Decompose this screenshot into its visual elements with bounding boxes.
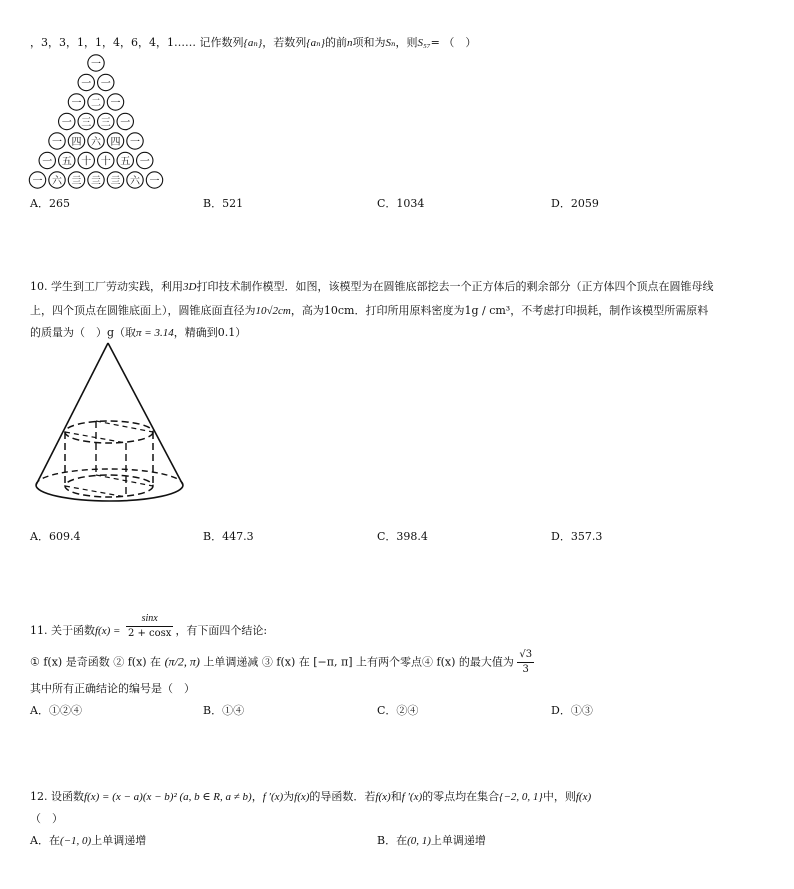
q11-max-fraction [517,648,534,677]
svg-text:十: 十 [81,156,92,168]
triangle-cell [88,172,104,188]
svg-text:四: 四 [71,136,82,148]
svg-text:五: 五 [61,156,72,168]
q9-stem-end: = （ ） [430,36,477,49]
triangle-cell [49,172,65,188]
q11-option-a[interactable] [30,702,82,718]
q10-option-a-text: 609.4 [48,530,81,543]
svg-text:一: 一 [32,175,43,187]
q10-line2-c: ．打印所用原料密度为 [354,304,465,317]
svg-text:亖: 亖 [110,175,121,187]
q10-option-c[interactable] [377,528,428,544]
q10-line3 [30,324,246,340]
q11-conclusion-1-2: ① f(x) 是奇函数 ② f(x) 在 [30,655,162,669]
q10-option-d[interactable] [551,528,602,544]
q9-option-d[interactable] [551,195,599,211]
q11-conclusion-2-4: 上单调递减 ③ f(x) 在 [−π, π] 上有两个零点④ f(x) 的最大值为 [203,655,514,669]
inner-top-ellipse [65,421,153,443]
q10-option-c-text: 398.4 [396,530,428,543]
q9-seq-a2: {aₙ} [306,37,326,49]
q10-diameter: 10√2cm [255,305,291,317]
q11-interval: (π/2, π) [164,654,200,669]
q11-line2 [30,648,534,677]
q10-option-d-letter: D． [551,530,571,543]
q12-option-b[interactable] [377,832,486,848]
q12-line1-b: ， [251,790,263,803]
q12-line2: （ ） [30,812,63,825]
triangle-cell [137,152,153,168]
q9-option-a[interactable] [30,195,70,211]
q10-line2-d: ，不考虑打印损耗，制作该模型所需原料 [510,304,709,317]
q12-option-a-tail: 上单调递增 [91,834,147,847]
svg-text:亖: 亖 [71,175,82,187]
q10-option-a-letter: A． [30,530,49,543]
q11-option-c[interactable] [377,702,418,718]
q11-line1-b: ，有下面四个结论: [175,623,268,637]
q12-option-a[interactable] [30,832,146,848]
q11-option-d[interactable] [551,702,593,718]
cube-bottom-2 [96,475,153,486]
triangle-cell [59,113,75,129]
svg-text:五: 五 [120,156,131,168]
triangle-cell [49,133,65,149]
triangle-cell [78,74,94,90]
q11-option-b-text: ①④ [222,704,245,717]
svg-text:一: 一 [130,136,140,148]
q9-option-c-text: 1034 [396,197,425,210]
q9-option-d-text: 2059 [570,197,599,210]
q10-option-b-letter: B． [203,530,223,543]
svg-text:三: 三 [81,117,92,129]
q11-option-d-text: ①③ [570,704,593,717]
svg-text:六: 六 [52,175,62,187]
q11-line3: 其中所有正确结论的编号是（ ） [30,682,195,695]
q9-option-a-letter: A． [30,197,49,210]
triangle-cell [98,113,114,129]
triangle-cell [29,172,45,188]
q11-option-b-letter: B． [203,704,223,717]
triangle-cell [88,55,104,71]
q9-option-c-letter: C． [377,197,397,210]
q10-line1-a: 10. 学生到工厂劳动实践，利用 [30,280,183,293]
q11-fx: f(x) = [95,624,121,637]
q9-option-a-text: 265 [48,197,70,210]
triangle-cell [68,172,84,188]
q10-pi: π = 3.14 [136,327,174,339]
q10-line2 [30,302,708,318]
q9-stem-mid4: ，则 [395,36,418,49]
q9-option-b[interactable] [203,195,243,211]
q12-fx-def: f(x) = (x − a)(x − b)² (a, b ∈ R, a ≠ b) [84,791,252,803]
q10-line3-a: 的质量为（ ）g（取 [30,326,137,339]
q10-option-a[interactable] [30,528,80,544]
q12-option-a-letter: A．在 [30,834,60,847]
q9-option-b-letter: B． [203,197,223,210]
triangle-cell [127,172,143,188]
triangle-cell [68,94,84,110]
svg-text:一: 一 [110,97,121,109]
svg-text:三: 三 [100,117,111,129]
q12-fx-2: f(x) [294,791,310,803]
q12-line1-d: 的导函数．若 [309,790,376,803]
svg-text:亖: 亖 [91,175,101,187]
triangle-cell [68,133,84,149]
q10-option-b[interactable] [203,528,254,544]
svg-text:一: 一 [52,136,62,148]
triangle-cell [107,94,123,110]
cube-bottom-1 [65,486,126,497]
q12-fx-3: f(x) [375,791,391,803]
svg-text:六: 六 [130,175,140,187]
q12-fprime-2: f ′(x) [401,791,423,803]
q9-option-c[interactable] [377,195,424,211]
svg-text:一: 一 [149,175,160,187]
svg-text:四: 四 [110,136,121,148]
svg-text:一: 一 [139,156,150,168]
svg-text:一: 一 [42,156,53,168]
number-triangle-figure [28,52,178,190]
q11-line1-a: 11. 关于函数 [30,623,95,637]
q12-line1-e: 的零点均在集合 [422,790,500,803]
q9-option-b-text: 521 [222,197,244,210]
q10-height: 10cm [323,304,355,317]
q9-option-d-letter: D． [551,197,571,210]
q11-line1 [30,612,267,641]
q12-set: {−2, 0, 1} [499,791,543,803]
svg-text:一: 一 [61,117,72,129]
q11-option-a-text: ①②④ [48,704,82,717]
q11-max-denominator: 3 [522,664,529,675]
q10-3d: 3D [183,281,197,293]
q12-line1-f: 中，则 [542,790,576,803]
q12-option-b-tail: 上单调递增 [430,834,486,847]
cone-with-cube-figure [30,340,195,510]
q11-denominator: 2 + cosx [127,628,172,639]
q11-fraction [126,612,174,641]
svg-text:十: 十 [100,156,111,168]
q9-stem-prefix: ，3，3，1，1，4，6，4，1…… 记作数列 [30,36,244,49]
svg-text:一: 一 [81,78,92,90]
triangle-cell [88,133,104,149]
q11-option-a-letter: A． [30,704,49,717]
triangle-cell [78,113,94,129]
svg-text:一: 一 [71,97,82,109]
svg-text:一: 一 [100,78,111,90]
triangle-cell [117,152,133,168]
triangle-cell [78,152,94,168]
q9-stem-mid3: 项和为 [352,36,386,49]
q9-s57: S₅₇ [417,37,431,49]
q11-max-numerator: √3 [517,648,534,663]
q11-option-b[interactable] [203,702,244,718]
q10-option-b-text: 447.3 [222,530,254,543]
q12-fx-4: f(x) [575,791,592,803]
q12-line1 [30,788,591,804]
q10-option-c-letter: C． [377,530,397,543]
triangle-cell [107,172,123,188]
triangle-cell [39,152,55,168]
svg-text:一: 一 [120,117,131,129]
q12-fprime: f ′(x) [262,791,284,803]
triangle-cell [107,133,123,149]
q12-line1-a: 12. 设函数 [30,790,84,803]
q10-line2-a: 上，四个顶点在圆锥底面上），圆锥底面直径为 [30,304,256,317]
q11-numerator: sinx [126,612,174,627]
cone-base-front [36,485,183,501]
triangle-cell [146,172,162,188]
q10-line1-b: 打印技术制作模型．如图，该模型为在圆锥底部挖去一个正方体后的剩余部分（正方体四个顶点在圆锥母线 [196,280,714,293]
triangle-cell [98,152,114,168]
triangle-cell [98,74,114,90]
q10-line3-c: ） [235,326,247,339]
q10-option-d-text: 357.3 [570,530,603,543]
q10-line2-b: ，高为 [290,304,324,317]
q12-option-b-letter: B．在 [377,834,408,847]
triangle-cell [117,113,133,129]
q11-option-d-letter: D． [551,704,571,717]
q11-option-c-letter: C． [377,704,397,717]
q10-line3-b: ，精确到 [173,326,218,339]
triangle-cell [127,133,143,149]
q12-option-a-interval: (−1, 0) [59,835,92,847]
q9-stem-mid2: 的前 [325,36,348,49]
q9-stem-mid: ，若数列 [262,36,307,49]
svg-text:二: 二 [91,97,101,109]
q12-option-b-interval: (0, 1) [407,835,431,847]
cube-top-2 [96,421,153,432]
inner-bottom-ellipse [65,475,153,497]
svg-text:六: 六 [91,136,101,148]
q9-stem [30,34,476,50]
q9-seq-a: {aₙ} [243,37,263,49]
q10-precision: 0.1 [217,326,236,339]
cone-right-generatrix [108,343,183,485]
q9-sn: Sₙ [385,37,396,49]
svg-text:一: 一 [91,58,101,70]
q12-line1-c: 为 [283,790,295,803]
q10-density: 1g / cm³ [464,304,511,317]
q9-n: n [347,37,353,49]
q11-option-c-text: ②④ [396,704,419,717]
q12-and: 和 [390,790,402,803]
triangle-cell [59,152,75,168]
q10-line1 [30,278,713,294]
cone-left-generatrix [36,343,108,485]
triangle-cell [88,94,104,110]
